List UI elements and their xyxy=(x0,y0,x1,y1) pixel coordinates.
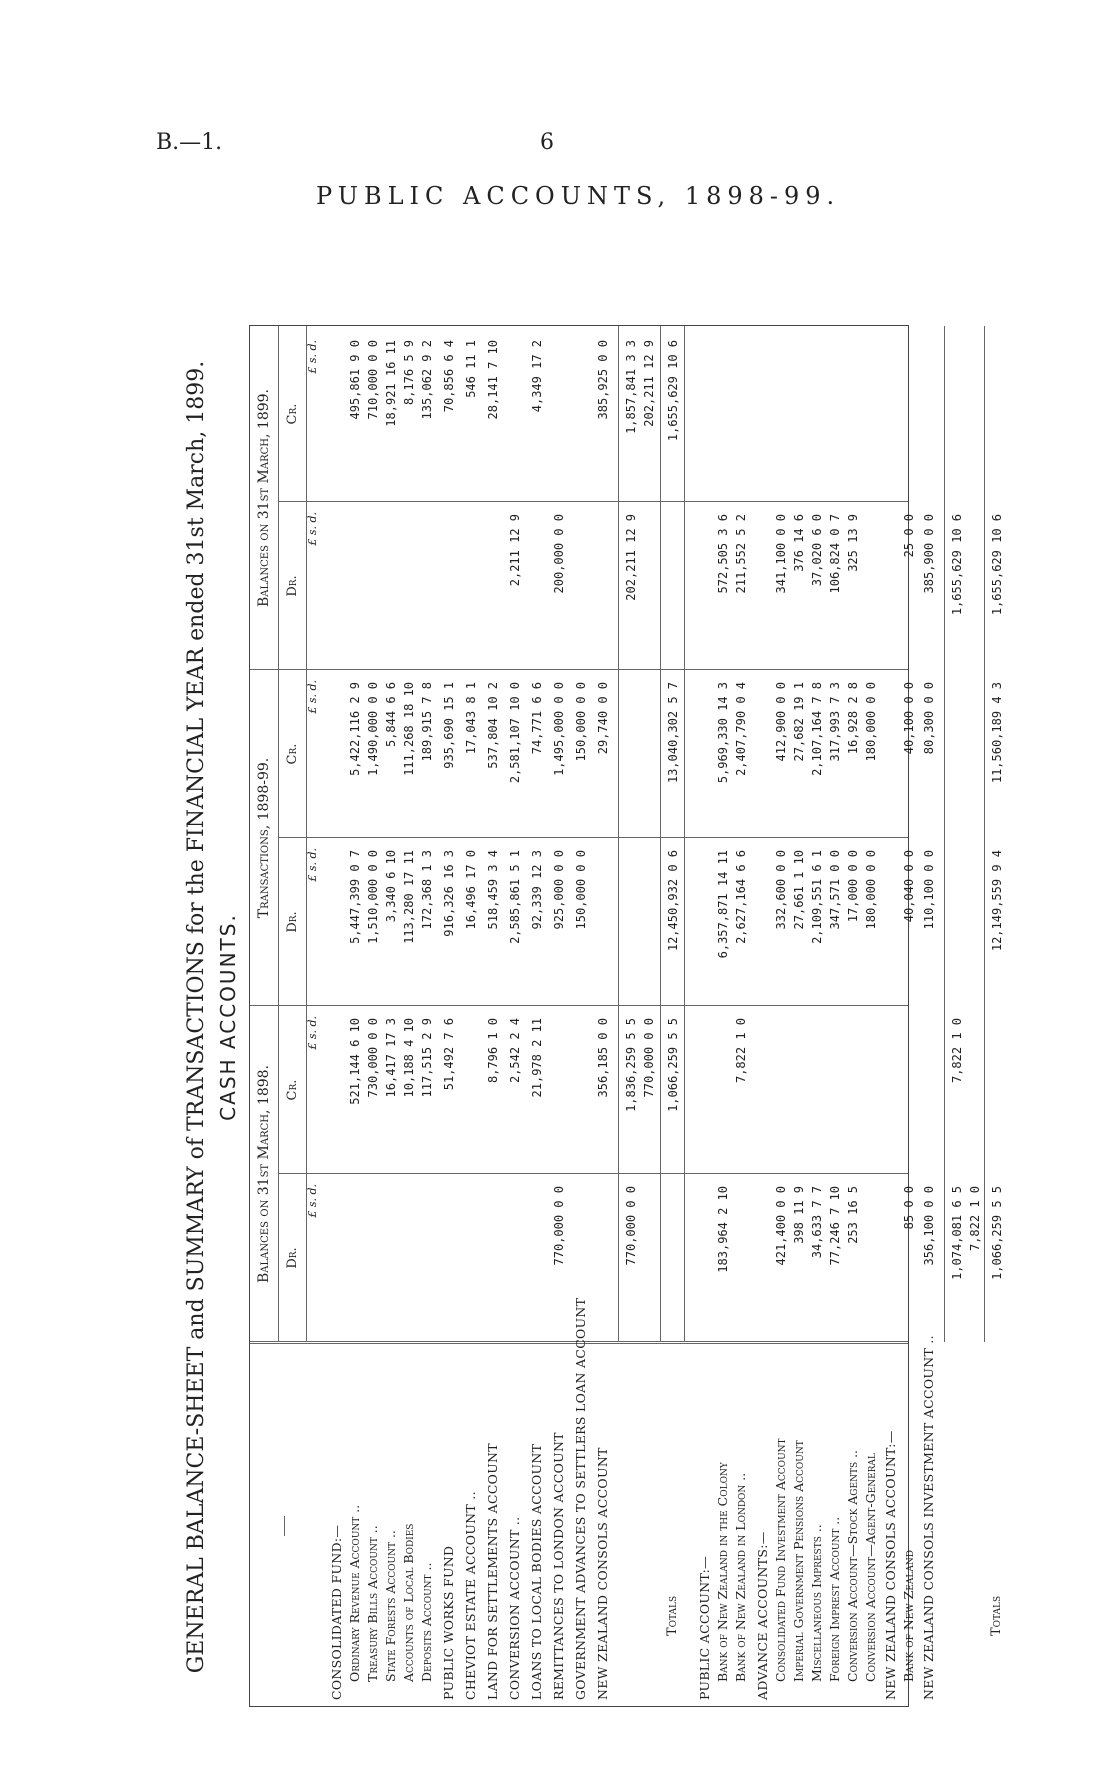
amount-cell: 40,040 0 0 xyxy=(902,850,916,923)
amount-cell: 34,633 7 7 xyxy=(810,1186,824,1259)
amount-cell: 27,661 1 10 xyxy=(792,850,806,930)
row-label: GOVERNMENT ADVANCES TO SETTLERS LOAN ACCOUNT xyxy=(573,1297,588,1700)
total-rule xyxy=(618,326,619,1342)
row-label: Accounts of Local Bodies xyxy=(401,1523,416,1682)
amount-cell: 7,822 1 0 xyxy=(734,1018,748,1084)
row-label: Bank of New Zealand in London .. xyxy=(733,1472,748,1682)
unit-label: £ s. d. xyxy=(306,680,319,714)
amount-cell: 189,915 7 8 xyxy=(420,682,434,762)
amount-cell: 113,280 17 11 xyxy=(402,850,416,944)
amount-cell: 16,928 2 8 xyxy=(846,682,860,755)
col-head-dr: Dr. xyxy=(285,1247,300,1269)
page-title: PUBLIC ACCOUNTS, 1898-99. xyxy=(316,182,841,210)
header-dash xyxy=(284,1516,285,1536)
amount-cell: 111,268 18 10 xyxy=(402,682,416,776)
amount-cell: 2,542 2 4 xyxy=(508,1018,522,1084)
row-label: LOANS TO LOCAL BODIES ACCOUNT xyxy=(529,1443,544,1700)
amount-cell: 29,740 0 0 xyxy=(596,682,610,755)
amount-cell: 6,357,871 14 11 xyxy=(716,850,730,959)
amount-cell: 74,771 6 6 xyxy=(530,682,544,755)
column-rule xyxy=(278,837,908,838)
row-label: State Forests Account .. xyxy=(383,1530,398,1682)
row-label: NEW ZEALAND CONSOLS ACCOUNT xyxy=(595,1447,610,1700)
amount-cell: 398 11 9 xyxy=(792,1186,806,1244)
amount-cell: 2,107,164 7 8 xyxy=(810,682,824,776)
amount-cell: 376 14 6 xyxy=(792,514,806,572)
amount-cell: 1,857,841 3 3 xyxy=(624,340,638,434)
amount-cell: 730,000 0 0 xyxy=(366,1018,380,1098)
total-rule xyxy=(944,326,945,1342)
group-head-balances-1899: Balances on 31st March, 1899. xyxy=(256,389,272,607)
amount-cell: 1,490,000 0 0 xyxy=(366,682,380,776)
sheet-subtitle: CASH ACCOUNTS. xyxy=(216,913,240,1121)
row-label: CHEVIOT ESTATE ACCOUNT .. xyxy=(463,1491,478,1700)
amount-cell: 211,552 5 2 xyxy=(734,514,748,594)
row-label: Treasury Bills Account .. xyxy=(365,1525,380,1682)
row-label: Ordinary Revenue Account .. xyxy=(347,1504,362,1682)
amount-cell: 16,496 17 0 xyxy=(464,850,478,930)
amount-cell: 80,300 0 0 xyxy=(922,682,936,755)
amount-cell: 106,824 0 7 xyxy=(828,514,842,594)
document-reference: B.—1. xyxy=(156,130,223,155)
row-label: Totals xyxy=(989,1595,1004,1636)
amount-cell: 7,822 1 0 xyxy=(950,1018,964,1084)
row-label: CONVERSION ACCOUNT .. xyxy=(507,1516,522,1700)
amount-cell: 1,074,081 6 5 xyxy=(950,1186,964,1280)
amount-cell: 325 13 9 xyxy=(846,514,860,572)
amount-cell: 92,339 12 3 xyxy=(530,850,544,930)
group-head-transactions: Transactions, 1898-99. xyxy=(256,757,272,919)
amount-cell: 347,571 0 0 xyxy=(828,850,842,930)
amount-cell: 537,804 10 2 xyxy=(486,682,500,769)
page-number: 6 xyxy=(540,130,554,155)
amount-cell: 412,900 0 0 xyxy=(774,682,788,762)
total-rule xyxy=(660,326,661,1342)
row-label: Imperial Government Pensions Account xyxy=(791,1440,806,1682)
amount-cell: 1,066,259 5 5 xyxy=(990,1186,1004,1280)
unit-label: £ s. d. xyxy=(306,848,319,882)
row-label: PUBLIC WORKS FUND xyxy=(441,1545,456,1700)
amount-cell: 110,100 0 0 xyxy=(922,850,936,930)
row-label: Bank of New Zealand in the Colony xyxy=(715,1462,730,1682)
amount-cell: 925,000 0 0 xyxy=(552,850,566,930)
amount-cell: 8,176 5 9 xyxy=(402,340,416,406)
amount-cell: 2,581,107 10 0 xyxy=(508,682,522,784)
amount-cell: 2,109,551 6 1 xyxy=(810,850,824,944)
amount-cell: 13,040,302 5 7 xyxy=(666,682,680,784)
col-head-cr: Cr. xyxy=(285,743,300,765)
row-label: Deposits Account .. xyxy=(419,1562,434,1682)
amount-cell: 4,349 17 2 xyxy=(530,340,544,413)
amount-cell: 2,585,861 5 1 xyxy=(508,850,522,944)
amount-cell: 1,510,000 0 0 xyxy=(366,850,380,944)
row-label: Totals xyxy=(665,1595,680,1636)
amount-cell: 51,492 7 6 xyxy=(442,1018,456,1091)
amount-cell: 5,844 6 6 xyxy=(384,682,398,748)
amount-cell: 8,796 1 0 xyxy=(486,1018,500,1084)
amount-cell: 5,447,399 0 7 xyxy=(348,850,362,944)
amount-cell: 332,600 0 0 xyxy=(774,850,788,930)
amount-cell: 495,861 9 0 xyxy=(348,340,362,420)
amount-cell: 40,100 0 0 xyxy=(902,682,916,755)
amount-cell: 200,000 0 0 xyxy=(552,514,566,594)
amount-cell: 5,969,330 14 3 xyxy=(716,682,730,784)
amount-cell: 518,459 3 4 xyxy=(486,850,500,930)
total-rule xyxy=(984,326,985,1342)
amount-cell: 572,505 3 6 xyxy=(716,514,730,594)
amount-cell: 12,450,932 0 6 xyxy=(666,850,680,952)
amount-cell: 27,682 19 1 xyxy=(792,682,806,762)
row-label: Foreign Imprest Account .. xyxy=(827,1516,842,1682)
col-head-cr: Cr. xyxy=(285,1079,300,1101)
unit-label: £ s. d. xyxy=(306,340,319,374)
amount-cell: 253 16 5 xyxy=(846,1186,860,1244)
amount-cell: 135,062 9 2 xyxy=(420,340,434,420)
amount-cell: 16,417 17 3 xyxy=(384,1018,398,1098)
amount-cell: 1,495,000 0 0 xyxy=(552,682,566,776)
amount-cell: 17,043 8 1 xyxy=(464,682,478,755)
amount-cell: 385,900 0 0 xyxy=(922,514,936,594)
row-label: NEW ZEALAND CONSOLS INVESTMENT ACCOUNT .. xyxy=(921,1335,936,1700)
amount-cell: 521,144 6 10 xyxy=(348,1018,362,1105)
amount-cell: 916,326 16 3 xyxy=(442,850,456,937)
amount-cell: 12,149,559 9 4 xyxy=(990,850,1004,952)
amount-cell: 770,000 0 0 xyxy=(642,1018,656,1098)
amount-cell: 180,000 0 0 xyxy=(864,682,878,762)
amount-cell: 11,560,189 4 3 xyxy=(990,682,1004,784)
column-rule xyxy=(278,501,908,502)
unit-label: £ s. d. xyxy=(306,1184,319,1218)
amount-cell: 180,000 0 0 xyxy=(864,850,878,930)
amount-cell: 356,185 0 0 xyxy=(596,1018,610,1098)
amount-cell: 77,246 7 10 xyxy=(828,1186,842,1266)
amount-cell: 341,100 0 0 xyxy=(774,514,788,594)
row-label: ADVANCE ACCOUNTS:— xyxy=(755,1531,770,1700)
amount-cell: 2,627,164 6 6 xyxy=(734,850,748,944)
amount-cell: 770,000 0 0 xyxy=(552,1186,566,1266)
amount-cell: 202,211 12 9 xyxy=(624,514,638,601)
amount-cell: 385,925 0 0 xyxy=(596,340,610,420)
column-rule xyxy=(278,1173,908,1174)
amount-cell: 85 0 0 xyxy=(902,1186,916,1230)
unit-label: £ s. d. xyxy=(306,1016,319,1050)
amount-cell: 150,000 0 0 xyxy=(574,850,588,930)
amount-cell: 172,368 1 3 xyxy=(420,850,434,930)
header-rule xyxy=(278,326,279,1342)
amount-cell: 150,000 0 0 xyxy=(574,682,588,762)
amount-cell: 7,822 1 0 xyxy=(968,1186,982,1252)
amount-cell: 183,964 2 10 xyxy=(716,1186,730,1273)
amount-cell: 25 0 0 xyxy=(902,514,916,558)
row-label: PUBLIC ACCOUNT:— xyxy=(697,1556,712,1700)
amount-cell: 1,066,259 5 5 xyxy=(666,1018,680,1112)
amount-cell: 10,188 4 10 xyxy=(402,1018,416,1098)
amount-cell: 546 11 1 xyxy=(464,340,478,398)
column-rule xyxy=(250,669,908,670)
total-rule xyxy=(684,326,685,1342)
col-head-dr: Dr. xyxy=(285,575,300,597)
amount-cell: 70,856 6 4 xyxy=(442,340,456,413)
column-rule xyxy=(250,1005,908,1006)
col-head-dr: Dr. xyxy=(285,911,300,933)
amount-cell: 5,422,116 2 9 xyxy=(348,682,362,776)
row-label: NEW ZEALAND CONSOLS ACCOUNT:— xyxy=(883,1430,898,1700)
amount-cell: 117,515 2 9 xyxy=(420,1018,434,1098)
row-label: Conversion Account—Stock Agents .. xyxy=(845,1449,860,1682)
amount-cell: 2,211 12 9 xyxy=(508,514,522,587)
amount-cell: 421,400 0 0 xyxy=(774,1186,788,1266)
amount-cell: 770,000 0 0 xyxy=(624,1186,638,1266)
row-label: REMITTANCES TO LONDON ACCOUNT xyxy=(551,1432,566,1700)
unit-label: £ s. d. xyxy=(306,512,319,546)
col-head-cr: Cr. xyxy=(285,403,300,425)
rotated-balance-sheet xyxy=(184,317,1004,1717)
amount-cell: 3,340 6 10 xyxy=(384,850,398,923)
amount-cell: 21,978 2 11 xyxy=(530,1018,544,1098)
row-label: CONSOLIDATED FUND:— xyxy=(329,1524,344,1700)
amount-cell: 2,407,790 0 4 xyxy=(734,682,748,776)
amount-cell: 356,100 0 0 xyxy=(922,1186,936,1266)
row-label: Bank of New Zealand xyxy=(901,1550,916,1682)
amount-cell: 18,921 16 11 xyxy=(384,340,398,427)
amount-cell: 37,020 6 0 xyxy=(810,514,824,587)
row-label: Consolidated Fund Investment Account xyxy=(773,1438,788,1682)
amount-cell: 935,690 15 1 xyxy=(442,682,456,769)
row-label: Conversion Account—Agent-General xyxy=(863,1453,878,1682)
amount-cell: 1,836,259 5 5 xyxy=(624,1018,638,1112)
sheet-title: GENERAL BALANCE-SHEET and SUMMARY of TRANSACTIONS for the FINANCIAL YEAR ended 31st March, 1899. xyxy=(184,360,209,1674)
amount-cell: 1,655,629 10 6 xyxy=(950,514,964,616)
amount-cell: 17,000 0 0 xyxy=(846,850,860,923)
amount-cell: 1,655,629 10 6 xyxy=(990,514,1004,616)
amount-cell: 317,993 7 3 xyxy=(828,682,842,762)
amount-cell: 710,000 0 0 xyxy=(366,340,380,420)
amount-cell: 1,655,629 10 6 xyxy=(666,340,680,442)
amount-cell: 28,141 7 10 xyxy=(486,340,500,420)
row-label: Miscellaneous Imprests .. xyxy=(809,1524,824,1682)
balance-table xyxy=(249,325,1004,1707)
amount-cell: 202,211 12 9 xyxy=(642,340,656,427)
group-head-balances-1898: Balances on 31st March, 1898. xyxy=(256,1065,272,1283)
row-label: LAND FOR SETTLEMENTS ACCOUNT xyxy=(485,1443,500,1700)
